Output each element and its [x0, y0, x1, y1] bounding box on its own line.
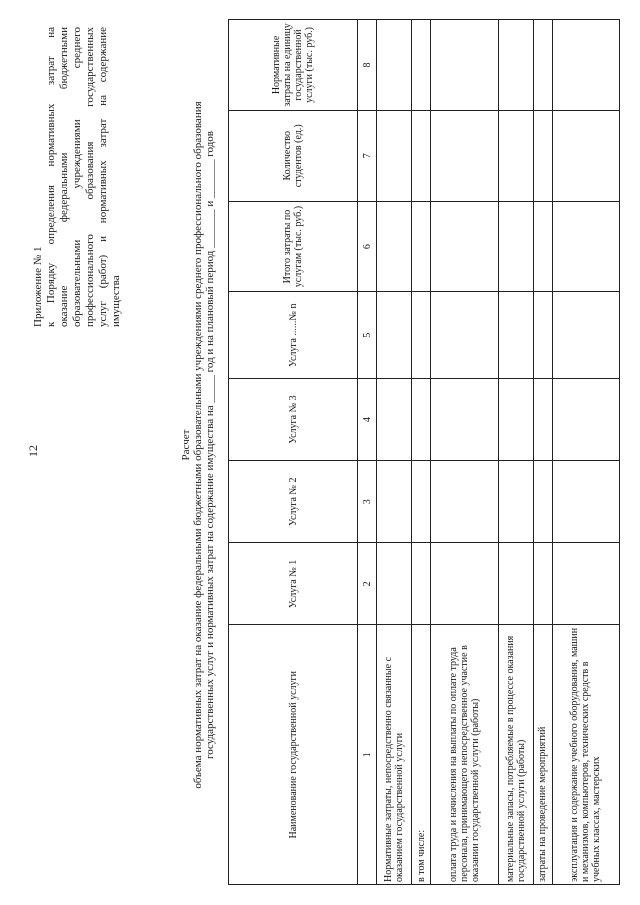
- table-cell: [498, 110, 533, 201]
- table-cell: [498, 543, 533, 625]
- table-cell: [552, 110, 619, 201]
- table-row: [533, 20, 552, 885]
- table-row: [377, 20, 412, 885]
- row-label: оплата труда и начисления на выплаты по оплате труда персонала, принимающего непосредственное участие в оказании государственной услуги (работы): [431, 625, 498, 885]
- row-label: материальные запасы, потребляемые в процессе оказания государственной услуги (работы): [498, 625, 533, 885]
- title-line: государственных услуг и нормативных затрат на содержание имущества на _____ год и на плановый период _______ и _______ годов: [204, 131, 216, 759]
- appendix-line: к Порядку определения нормативных затрат на: [45, 27, 57, 327]
- column-number: 8: [358, 20, 377, 111]
- table-row: [431, 20, 498, 885]
- table-cell: [533, 292, 552, 379]
- table-cell: [377, 201, 412, 292]
- table-cell: [552, 201, 619, 292]
- table-cell: [412, 292, 431, 379]
- table-cell: [533, 110, 552, 201]
- appendix-line: профессионального образования государственных: [84, 27, 96, 327]
- row-label: Нормативные затраты, непосредственно связанные с оказанием государственной услуги: [377, 625, 412, 885]
- table-cell: [431, 543, 498, 625]
- header-unit-costs: Нормативные затраты на единицу государственной услуги (тыс. руб.): [229, 20, 358, 111]
- header-service-1: Услуга № 1: [229, 543, 358, 625]
- table-cell: [533, 20, 552, 111]
- table-cell: [533, 461, 552, 543]
- appendix-line: услуг (работ) и нормативных затрат на содержание: [97, 27, 109, 327]
- table-row: [552, 20, 619, 885]
- appendix-line: образовательными учреждениями среднего: [71, 27, 83, 327]
- header-service-3: Услуга № 3: [229, 378, 358, 460]
- table-cell: [533, 378, 552, 460]
- table-cell: [377, 292, 412, 379]
- table-cell: [533, 201, 552, 292]
- table-cell: [552, 378, 619, 460]
- table-cell: [533, 543, 552, 625]
- table-cell: [498, 461, 533, 543]
- calculation-table: [228, 19, 620, 885]
- row-label: затраты на проведение мероприятий: [533, 625, 552, 885]
- table-cell: [431, 461, 498, 543]
- title-line: объема нормативных затрат на оказание федеральными бюджетными образовательными учреждениями среднего профессионального образования: [192, 101, 204, 789]
- header-service-name: Наименование государственной услуги: [229, 625, 358, 885]
- table-cell: [377, 378, 412, 460]
- appendix-line: оказание федеральными бюджетными: [58, 27, 70, 327]
- table-cell: [377, 20, 412, 111]
- header-total-costs: Итого затраты по услугам (тыс. руб.): [229, 201, 358, 292]
- table-cell: [498, 20, 533, 111]
- table-cell: [552, 461, 619, 543]
- table-header-row: [229, 20, 358, 885]
- table-cell: [377, 461, 412, 543]
- table-cell: [377, 110, 412, 201]
- page-number: 12: [26, 445, 40, 457]
- table-cell: [552, 292, 619, 379]
- table-cell: [552, 20, 619, 111]
- column-number: 7: [358, 110, 377, 201]
- table-cell: [498, 378, 533, 460]
- table-cell: [412, 378, 431, 460]
- table-cell: [431, 292, 498, 379]
- appendix-block: [32, 27, 123, 327]
- table-cell: [412, 201, 431, 292]
- row-label: эксплуатация и содержание учебного оборудования, машин и механизмов, компьютеров, технических средств в учебных классах, мастерских: [552, 625, 619, 885]
- table-cell: [431, 20, 498, 111]
- header-student-count: Количество студентов (ед.): [229, 110, 358, 201]
- column-number: 5: [358, 292, 377, 379]
- table-cell: [431, 201, 498, 292]
- table-cell: [412, 20, 431, 111]
- column-number-row: [358, 20, 377, 885]
- table-cell: [412, 543, 431, 625]
- column-number: 2: [358, 543, 377, 625]
- table-cell: [431, 378, 498, 460]
- table-cell: [498, 201, 533, 292]
- title-heading: Расчет: [180, 429, 192, 461]
- table-cell: [412, 461, 431, 543]
- column-number: 6: [358, 201, 377, 292]
- document-title: [180, 15, 216, 875]
- column-number: 1: [358, 625, 377, 885]
- column-number: 4: [358, 378, 377, 460]
- row-label: в том числе:: [412, 625, 431, 885]
- table-cell: [412, 110, 431, 201]
- table-cell: [552, 543, 619, 625]
- table-row: [412, 20, 431, 885]
- table-cell: [498, 292, 533, 379]
- column-number: 3: [358, 461, 377, 543]
- table-cell: [377, 543, 412, 625]
- appendix-line: имущества: [110, 275, 122, 327]
- header-service-2: Услуга № 2: [229, 461, 358, 543]
- header-service-n: Услуга ......№ n: [229, 292, 358, 379]
- appendix-line: Приложение № 1: [32, 246, 44, 327]
- table-cell: [431, 110, 498, 201]
- table-row: [498, 20, 533, 885]
